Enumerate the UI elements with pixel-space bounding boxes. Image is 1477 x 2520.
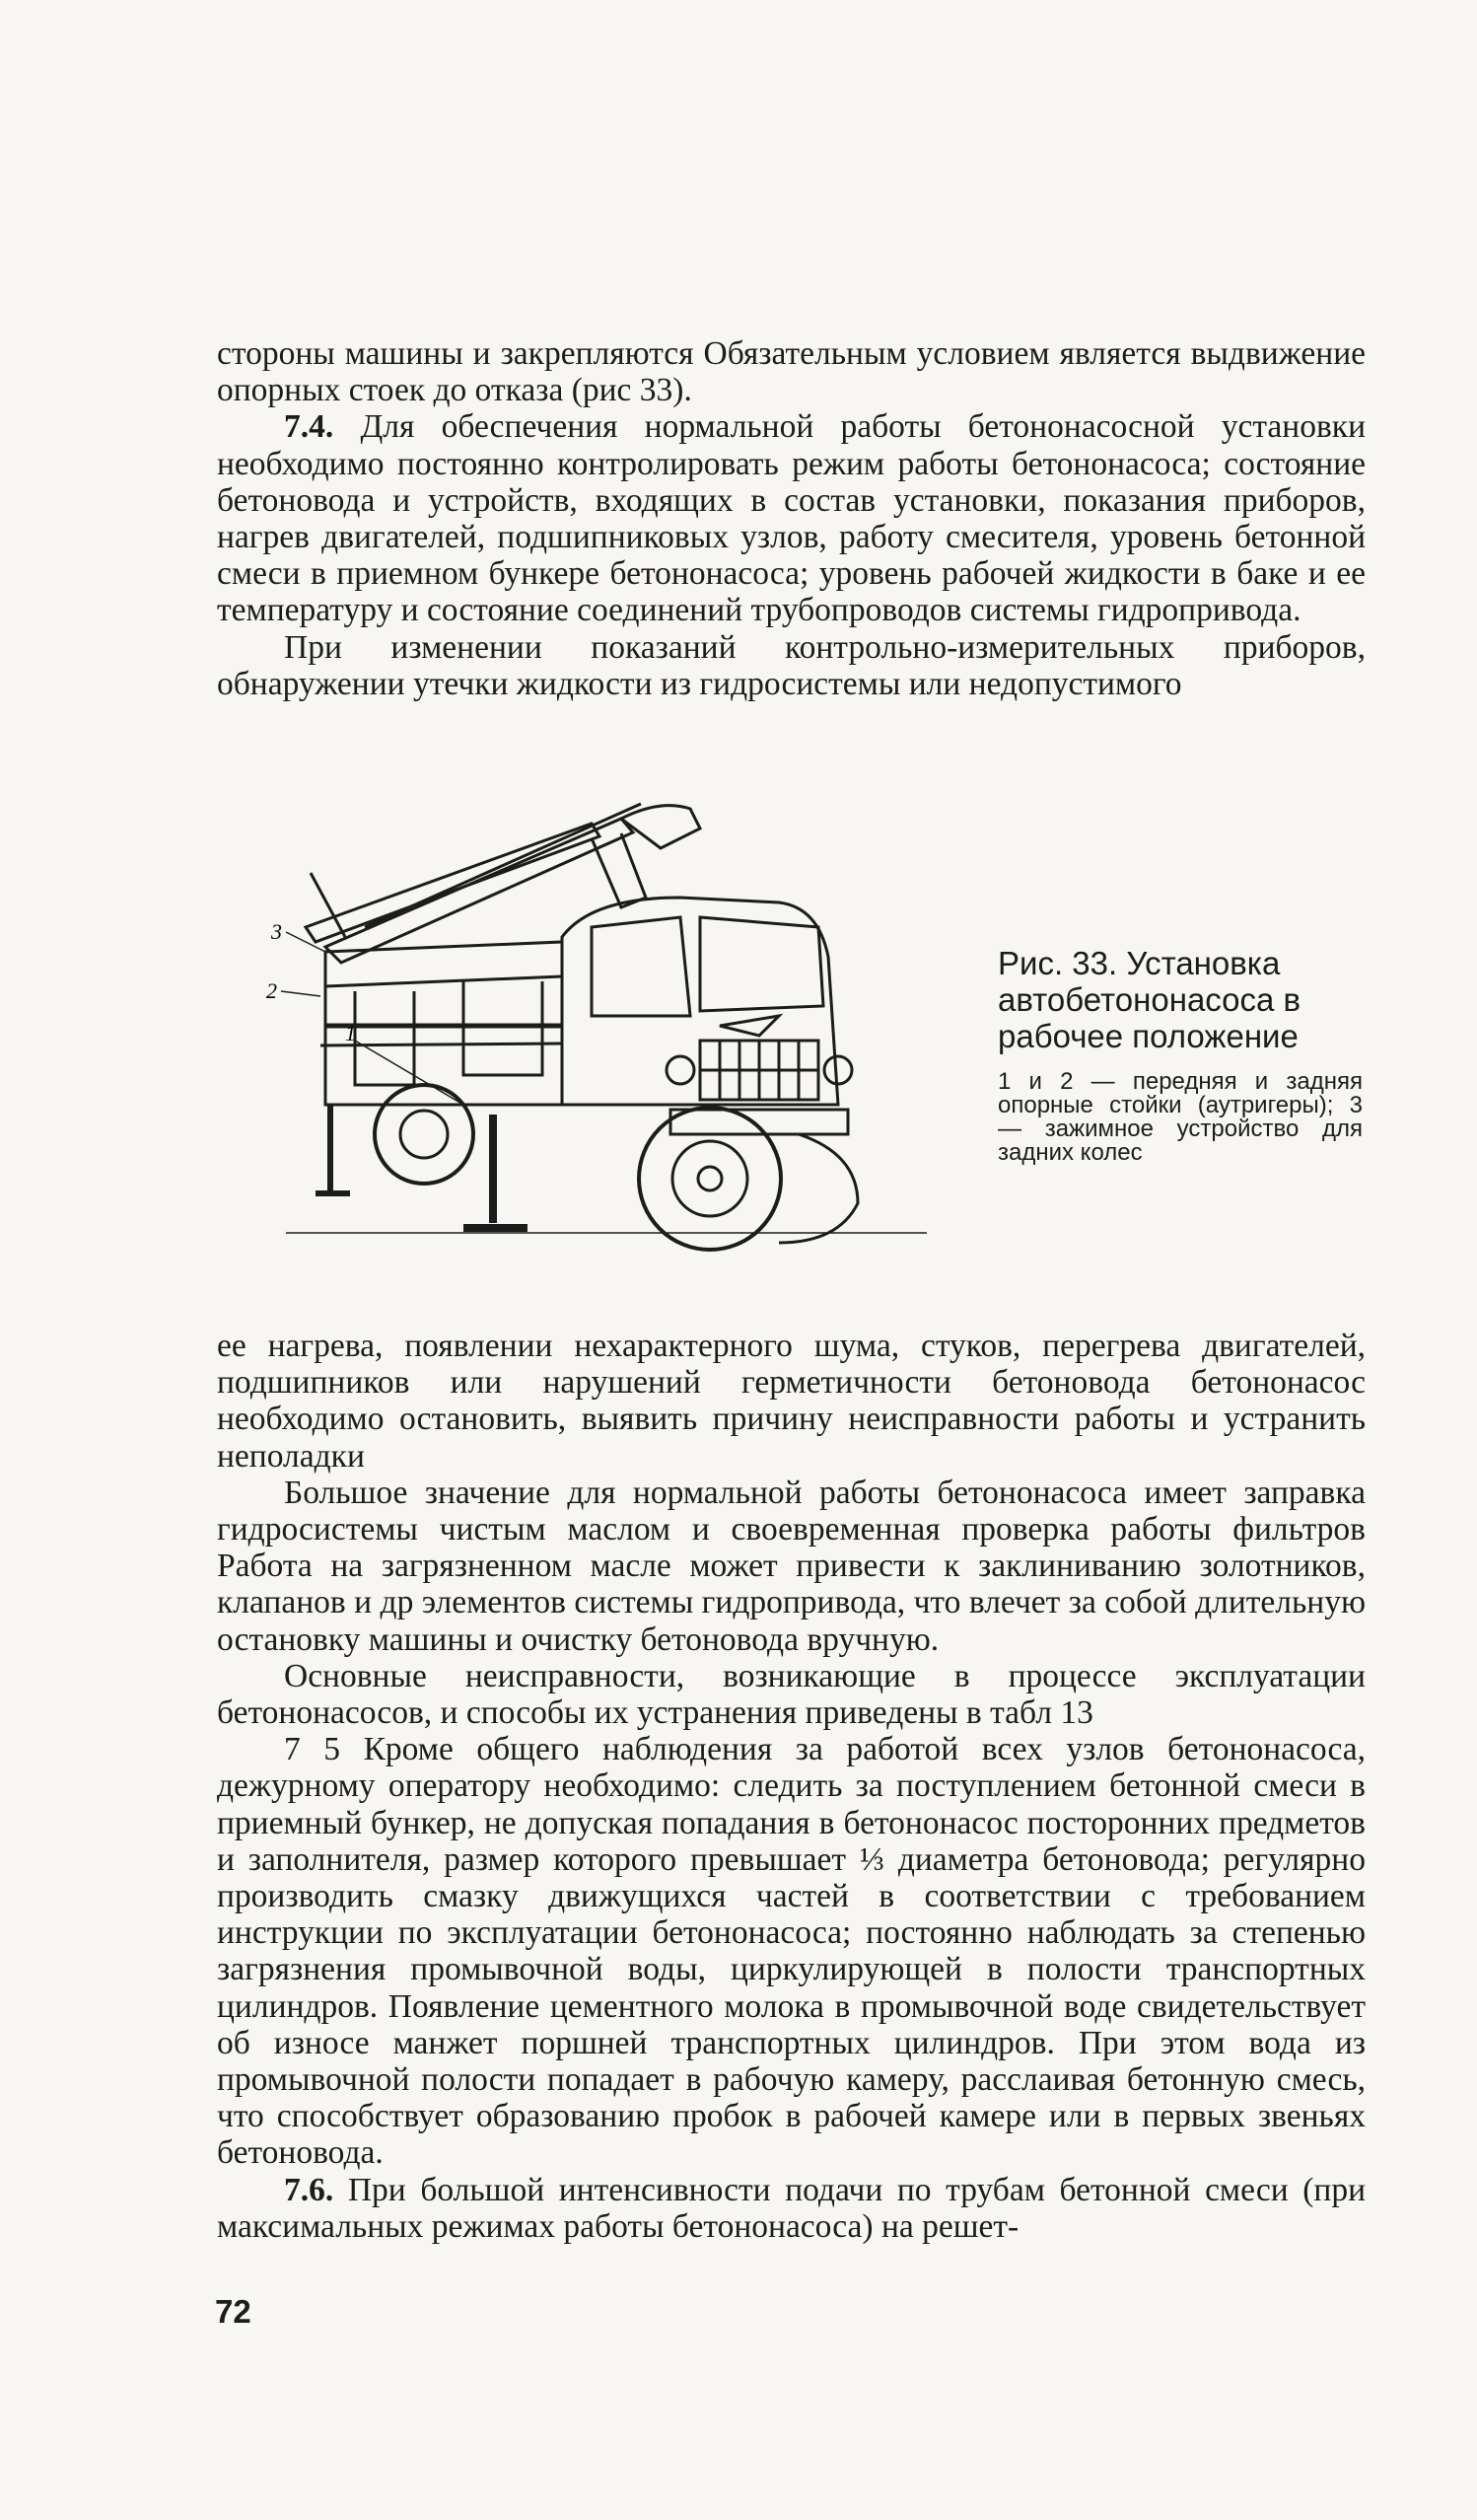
figure-caption xyxy=(998,945,1363,1165)
paragraph-text: Для обеспечения нормальной работы бетононасосной установки необходимо постоянно контролировать режим работы бетононасоса; состояние бетоновода и устройств, входящих в состав установки, показания приборов, нагрев двигателей, подшипниковых узлов, работу смесителя, уровень бетонной смеси в приемном бункере бетононасоса; уровень рабочей жидкости в баке и ее температуру и состояние соединений трубопроводов системы гидропривода. xyxy=(217,408,1366,629)
page-number: 72 xyxy=(215,2293,251,2330)
paragraph: Основные неисправности, возникающие в процессе эксплуатации бетононасосов, и способы их устранения приведены в табл 13 xyxy=(217,1657,1366,1732)
label-2: 2 xyxy=(266,978,277,1003)
paragraph-7-6 xyxy=(217,2172,1366,2245)
label-3: 3 xyxy=(271,919,282,944)
paragraph: ее нагрева, появлении нехарактерного шума, стуков, перегрева двигателей, подшипников или нарушений герметичности бетоновода бетононасос необходимо остановить, выявить причину неисправности работы и устранить неполадки xyxy=(217,1328,1366,1475)
paragraph-text: Кроме общего наблюдения за работой всех узлов бетононасоса, дежурному оператору необходимо: следить за поступлением бетонной смеси в приемный бункер, не допуская попадания в бетононасос посторонних предметов и заполнителя, размер которого превышает ⅓ диаметра бетоновода; регулярно производить смазку движущихся частей в соответствии с требованием инструкции по эксплуатации бетононасоса; постоянно наблюдать за степенью загрязнения промывочной воды, циркулирующей в полости транспортных цилиндров. Появление цементного молока в промывочной воде свидетельствует об износе манжет поршней транспортных цилиндров. При этом вода из промывочной полости попадает в рабочую камеру, расслаивая бетонную смесь, что способствует образованию пробок в рабочей камере или в первых звеньях бетоновода. xyxy=(217,1731,1367,2172)
figure-concrete-pump-truck xyxy=(266,779,947,1262)
paragraph: стороны машины и закрепляются Обязательным условием является выдвижение опорных стоек до отказа (рис 33). xyxy=(217,335,1366,409)
section-number: 7 5 xyxy=(284,1731,341,1768)
text-block-top xyxy=(217,335,1366,702)
paragraph-7-4 xyxy=(217,408,1366,628)
label-1: 1 xyxy=(345,1021,356,1045)
caption-legend: 1 и 2 — передняя и задняя опорные стойки (аутригеры); 3 — зажимное устройство для задних колес xyxy=(998,1068,1363,1166)
section-number: 7.4. xyxy=(284,408,334,446)
truck-illustration xyxy=(266,779,947,1262)
text-block-bottom xyxy=(217,1328,1366,2245)
paragraph-text: При большой интенсивности подачи по трубам бетонной смеси (при максимальных режимах работы бетононасоса) на решет- xyxy=(217,2171,1366,2245)
section-number: 7.6. xyxy=(284,2171,334,2208)
caption-title: Рис. 33. Установка автобетононасоса в рабочее положение xyxy=(998,945,1301,1054)
paragraph: Большое значение для нормальной работы бетононасоса имеет заправка гидросистемы чистым маслом и своевременная проверка работы фильтров Работа на загрязненном масле может привести к заклиниванию золотников, клапанов и др элементов системы гидропривода, что влечет за собой длительную остановку машины и очистку бетоновода вручную. xyxy=(217,1474,1366,1658)
paragraph: При изменении показаний контрольно-измерительных приборов, обнаружении утечки жидкости из гидросистемы или недопустимого xyxy=(217,628,1366,702)
paragraph-7-5 xyxy=(217,1731,1366,2171)
